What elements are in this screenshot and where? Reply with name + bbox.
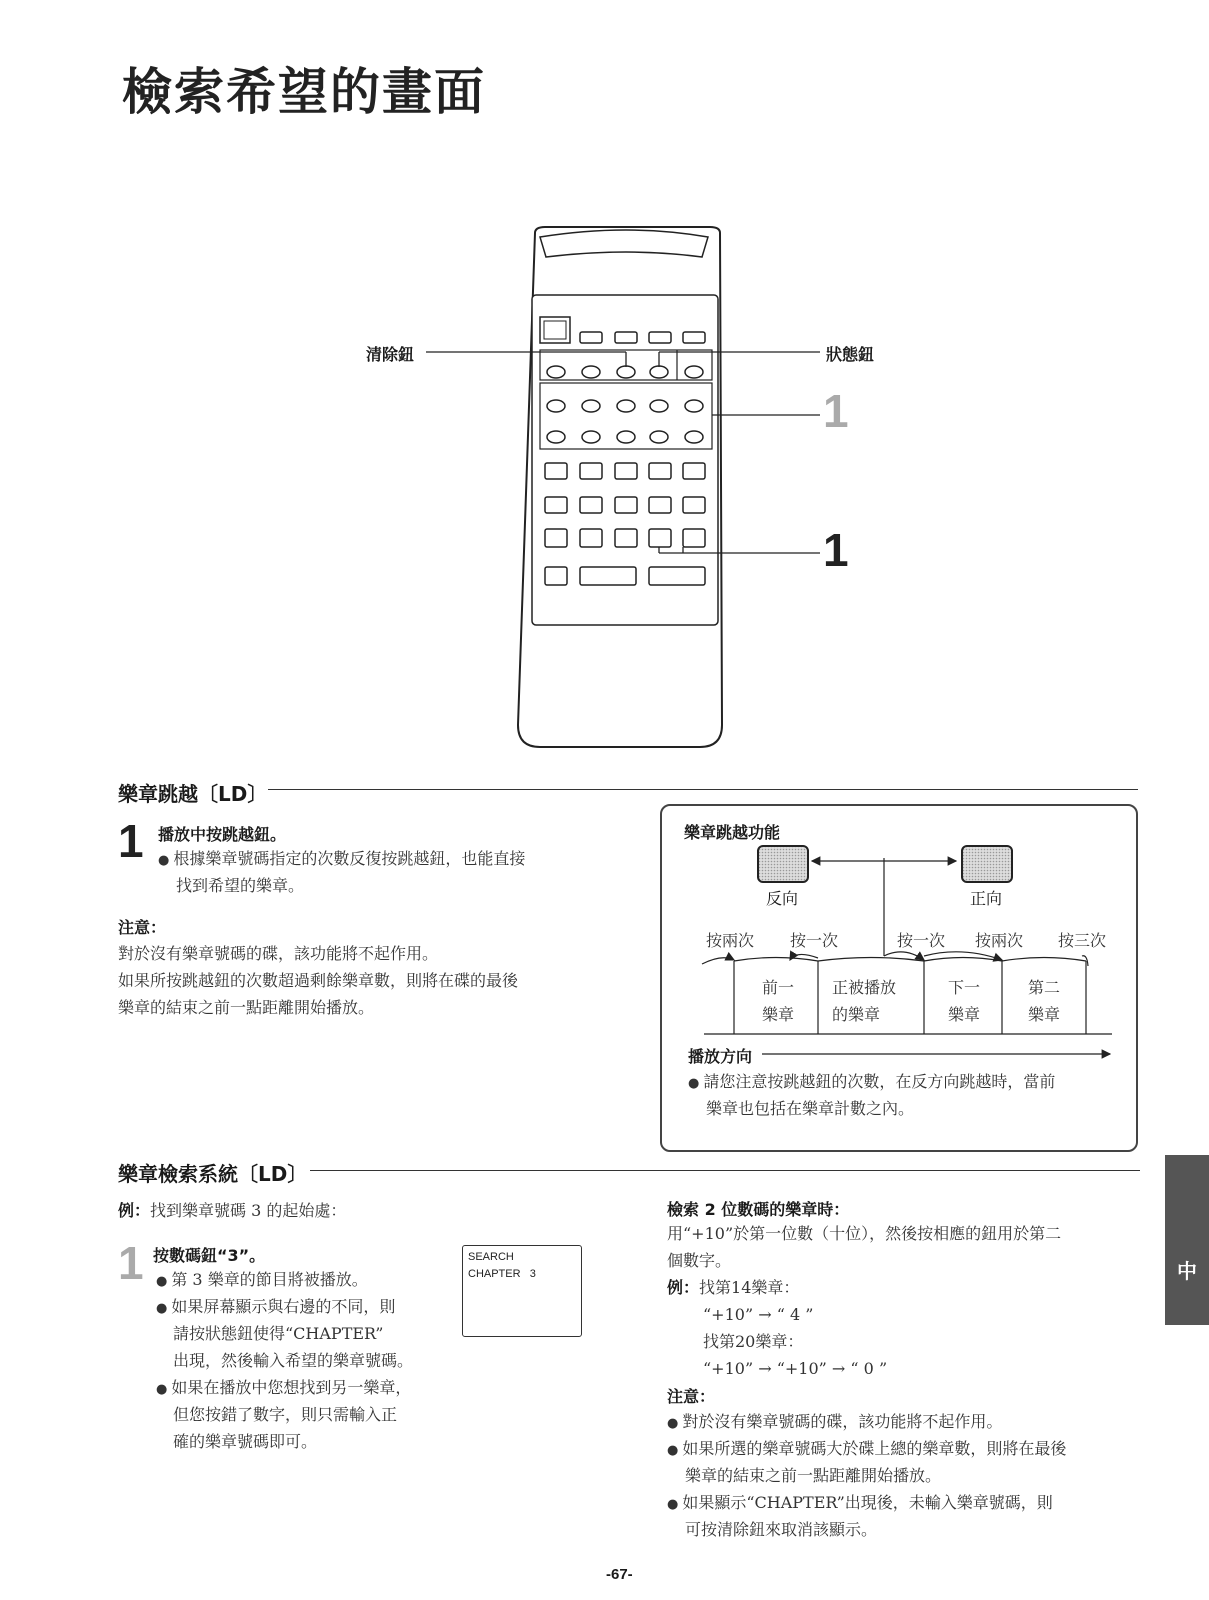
note-title: 注意： <box>118 918 167 937</box>
press-twice-reverse: 按兩次 <box>706 931 755 950</box>
note-line: 如果所按跳越鈕的次數超過剩餘樂章數，則將在碟的最後 <box>118 971 519 990</box>
segment-previous-chapter: 前一 樂章 <box>761 978 794 1024</box>
step-number: 1 <box>118 815 144 867</box>
status-button-label: 狀態鈕 <box>826 345 875 364</box>
section-heading-chapter-skip: 樂章跳越〔LD〕 <box>118 782 268 806</box>
side-tab-text: 中 <box>1177 1259 1197 1283</box>
press-twice-forward: 按兩次 <box>975 931 1024 950</box>
remote-control-illustration <box>360 225 900 755</box>
diagram-note: ● 請您注意按跳越鈕的次數，在反方向跳越時，當前 <box>688 1068 1055 1097</box>
note-bullet-cont: 可按清除鈕來取消該顯示。 <box>685 1520 878 1539</box>
note-bullet: ● 對於沒有樂章號碼的碟，該功能將不起作用。 <box>667 1408 1002 1437</box>
note-bullet: ● 如果所選的樂章號碼大於碟上總的樂章數，則將在最後 <box>667 1435 1066 1464</box>
segment-next-chapter: 下一 樂章 <box>947 978 980 1024</box>
note-bullet-cont: 樂章的結束之前一點距離開始播放。 <box>685 1466 942 1485</box>
reverse-screen-icon <box>758 846 808 882</box>
step-marker-numpad: 1 <box>823 385 849 437</box>
step-bullet: ● 如果屏幕顯示與右邊的不同，則 <box>156 1293 395 1322</box>
example-line: 例：找第14樂章： <box>667 1278 800 1297</box>
reverse-label: 反向 <box>766 889 799 908</box>
osd-line: SEARCH <box>468 1251 514 1263</box>
two-digit-heading: 檢索 2 位數碼的樂章時： <box>667 1200 850 1219</box>
press-once-forward: 按一次 <box>897 931 946 950</box>
diagram-title: 樂章跳越功能 <box>684 823 781 842</box>
two-digit-desc-cont: 個數字。 <box>667 1251 732 1270</box>
forward-screen-icon <box>962 846 1012 882</box>
note-title: 注意： <box>667 1387 716 1406</box>
step-bullet-cont: 但您按錯了數字，則只需輸入正 <box>173 1405 398 1424</box>
note-line: 樂章的結束之前一點距離開始播放。 <box>118 998 375 1017</box>
language-side-tab <box>1165 1155 1209 1325</box>
step-bullet-cont: 出現，然後輸入希望的樂章號碼。 <box>173 1351 414 1370</box>
two-digit-desc: 用“+10”於第一位數（十位），然後按相應的鈕用於第二 <box>667 1224 1062 1243</box>
step-bullet-cont: 找到希望的樂章。 <box>176 876 305 895</box>
on-screen-display-example <box>462 1245 582 1337</box>
example-sequence: “+10” → “ 4 ” <box>703 1305 814 1324</box>
example-sequence: “+10” → “+10” → “ 0 ” <box>703 1359 888 1378</box>
step-number: 1 <box>118 1237 144 1289</box>
clear-button-label: 清除鈕 <box>366 345 415 364</box>
segment-current-chapter: 正被播放 的樂章 <box>832 978 897 1024</box>
step-title: 播放中按跳越鈕。 <box>158 825 287 844</box>
note-bullet: ● 如果顯示“CHAPTER”出現後，未輸入樂章號碼，則 <box>667 1489 1053 1518</box>
example-line: 找第20樂章： <box>703 1332 804 1351</box>
forward-label: 正向 <box>970 889 1003 908</box>
note-line: 對於沒有樂章號碼的碟，該功能將不起作用。 <box>118 944 439 963</box>
page-title: 檢索希望的畫面 <box>122 63 486 121</box>
step-marker-skip: 1 <box>823 524 849 576</box>
segment-second-chapter: 第二 樂章 <box>1027 978 1060 1024</box>
example-line: 例：找到樂章號碼 3 的起始處： <box>118 1201 347 1220</box>
press-once-reverse: 按一次 <box>790 931 839 950</box>
step-bullet: ● 如果在播放中您想找到另一樂章， <box>156 1374 411 1403</box>
section-heading-chapter-search: 樂章檢索系統〔LD〕 <box>118 1162 308 1186</box>
page-number: -67- <box>606 1566 633 1583</box>
step-title: 按數碼鈕“3”。 <box>153 1246 266 1265</box>
step-bullet: ● 第 3 樂章的節目將被播放。 <box>156 1266 368 1295</box>
diagram-note-cont: 樂章也包括在樂章計數之內。 <box>706 1099 915 1118</box>
section-divider <box>310 1170 1140 1171</box>
step-bullet-cont: 確的樂章號碼即可。 <box>173 1432 318 1451</box>
press-thrice-forward: 按三次 <box>1058 931 1107 950</box>
play-direction-label: 播放方向 <box>688 1047 753 1066</box>
osd-line: CHAPTER 3 <box>468 1268 536 1280</box>
step-bullet-cont: 請按狀態鈕使得“CHAPTER” <box>173 1324 384 1343</box>
step-bullet: ● 根據樂章號碼指定的次數反復按跳越鈕，也能直接 <box>158 845 525 874</box>
section-divider <box>268 789 1138 790</box>
